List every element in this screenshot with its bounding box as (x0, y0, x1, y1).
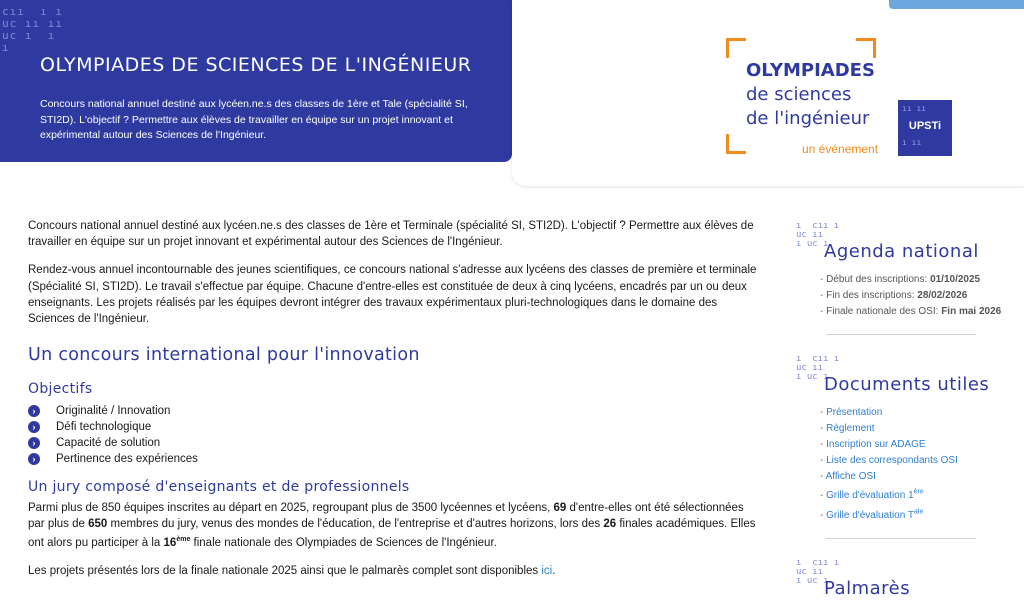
results-end: . (552, 565, 556, 578)
jury-paragraph (28, 500, 758, 551)
doc-link-sup: ale (914, 508, 924, 516)
logo-corner-bottom-left (726, 134, 746, 154)
logo-corner-top-right (856, 38, 876, 58)
intro-paragraph-1: Concours national annuel destiné aux lycéen.ne.s des classes de 1ère et Terminale (spécialité SI, STI2D). L'objectif ? Permettre aux élèves de travailler en équipe sur un projet innovant et expérimental autour des Sciences de l'Ingénieur. (28, 220, 754, 249)
palmares-title: Palmarès (824, 577, 911, 599)
results-link[interactable]: ici (541, 565, 553, 578)
logo-line-3: de l'ingénieur (746, 108, 870, 129)
section-heading-objectifs: Objectifs (28, 381, 93, 398)
chevron-right-icon: › (28, 437, 40, 449)
section-decoration: ı cıı ı uc ıı ı uc ı (796, 354, 840, 382)
agenda-label: Finale nationale des OSI: (826, 306, 942, 317)
upsti-mini-top: ıı ıı (902, 104, 927, 113)
list-item (28, 403, 758, 419)
divider (826, 334, 976, 335)
results-text: Les projets présentés lors de la finale nationale 2025 ainsi que le palmarès complet sont disponibles (28, 565, 542, 578)
jury-text: membres du jury, venus des mondes de l'éducation, de l'entreprise et d'autres horizons, lors des (107, 518, 604, 531)
objectif-label: Défi technologique (56, 420, 152, 433)
banner-decoration: cıı ı ı uc ıı ıı uc ı ı ı (2, 5, 63, 54)
objectif-label: Originalité / Innovation (56, 404, 171, 417)
upsti-mini-bottom: ı ıı (902, 138, 922, 147)
doc-link-affiche[interactable]: Affiche OSI (825, 471, 876, 482)
agenda-item (820, 304, 1020, 320)
section-decoration: ı cıı ı uc ıı ı uc ı (796, 557, 840, 586)
list-item (28, 435, 758, 451)
documents-section (796, 355, 1020, 539)
doc-link-adage[interactable]: Inscription sur ADAGE (826, 439, 926, 450)
osi-logo[interactable] (726, 38, 956, 158)
agenda-item (820, 272, 1020, 288)
jury-text: d'entre-elles ont été sélectionnées par plus de (28, 501, 744, 531)
jury-number-suffix: ème (176, 536, 191, 544)
doc-item (820, 437, 1020, 453)
upsti-label: UPSTi (908, 120, 942, 132)
documents-title: Documents utiles (824, 374, 990, 395)
logo-tagline: un événement (802, 142, 879, 156)
agenda-value: 01/10/2025 (930, 274, 981, 285)
doc-link-grille-1ere[interactable] (826, 490, 924, 501)
agenda-list (820, 272, 1020, 320)
header-banner (0, 0, 512, 162)
doc-item (820, 469, 1020, 485)
chevron-right-icon: › (28, 421, 40, 433)
chevron-right-icon: › (28, 405, 40, 417)
jury-number (164, 537, 191, 549)
objectif-label: Capacité de solution (56, 436, 161, 449)
objectifs-list (28, 403, 758, 467)
section-decoration: ı cıı ı uc ıı ı uc ı (796, 221, 840, 249)
chevron-right-icon: › (28, 453, 40, 465)
jury-text: finales académiques. Elles ont alors pu participer à la (28, 518, 756, 550)
jury-text: Parmi plus de 850 équipes inscrites au départ en 2025, regroupant plus de 3500 lycéennes et lycéens, (28, 501, 554, 514)
list-item (28, 451, 758, 467)
jury-number: 69 (553, 501, 567, 514)
doc-link-presentation[interactable]: Présentation (826, 407, 883, 418)
objectif-label: Pertinence des expériences (56, 452, 198, 465)
list-item (28, 419, 758, 435)
section-heading-international: Un concours international pour l'innovation (28, 345, 420, 366)
logo-line-1: OLYMPIADES (746, 60, 875, 81)
documents-list (820, 405, 1020, 524)
doc-item (820, 485, 1020, 504)
logo-line-2: de sciences (746, 84, 852, 105)
jury-number-value: 16 (163, 537, 177, 550)
agenda-title: Agenda national (824, 241, 979, 262)
sidebar (796, 222, 1020, 600)
palmares-section (796, 559, 1020, 599)
doc-item (820, 421, 1020, 437)
agenda-section (796, 222, 1020, 335)
doc-item (820, 504, 1020, 523)
top-right-button[interactable] (889, 0, 1024, 9)
intro-paragraph-2: Rendez-vous annuel incontournable des jeunes scientifiques, ce concours national s'adresse aux lycéens des classes de première et terminale (Spécialité SI, STI2D). Le travail s'effectue par équipe. Chacune d'entre-elles est constituée de deux à cinq lycéens, encadrés par un ou deux enseignants. Les projets réalisés par les équipes devront intégrer des travaux expérimentaux pluri-technologiques dans le domaine des Sciences de l'Ingénieur. (28, 264, 757, 326)
doc-item (820, 453, 1020, 469)
doc-link-sup: ère (913, 489, 924, 496)
agenda-label: Début des inscriptions: (826, 274, 931, 285)
doc-item (820, 405, 1020, 421)
logo-corner-top-left (726, 38, 746, 58)
jury-text: finale nationale des Olympiades de Sciences de l'Ingénieur. (190, 537, 497, 550)
section-heading-jury: Un jury composé d'enseignants et de professionnels (28, 478, 410, 495)
divider (826, 538, 976, 539)
results-paragraph (28, 563, 758, 579)
doc-link-text: Grille d'évaluation 1 (826, 490, 914, 502)
agenda-value: Fin mai 2026 (941, 306, 1002, 317)
jury-number: 26 (603, 518, 617, 531)
doc-link-text: Grille d'évaluation T (826, 509, 914, 521)
doc-link-correspondants[interactable]: Liste des correspondants OSI (826, 455, 958, 466)
page-title: OLYMPIADES DE SCIENCES DE L'INGÉNIEUR (40, 54, 472, 76)
agenda-label: Fin des inscriptions: (826, 290, 918, 301)
agenda-item (820, 288, 1020, 304)
doc-link-grille-tale[interactable] (826, 510, 923, 521)
banner-description: Concours national annuel destiné aux lycéen.ne.s des classes de 1ère et Tale (spécialité SI, STI2D). L'objectif ? Permettre aux élèves de travailler en équipe sur un projet innovant et expérimental autour des Sciences de l'Ingénieur. (40, 98, 468, 141)
main-content (28, 218, 758, 591)
jury-number: 650 (88, 518, 108, 531)
doc-link-reglement[interactable]: Règlement (826, 423, 875, 434)
upsti-logo (898, 100, 952, 156)
agenda-value: 28/02/2026 (917, 290, 968, 301)
